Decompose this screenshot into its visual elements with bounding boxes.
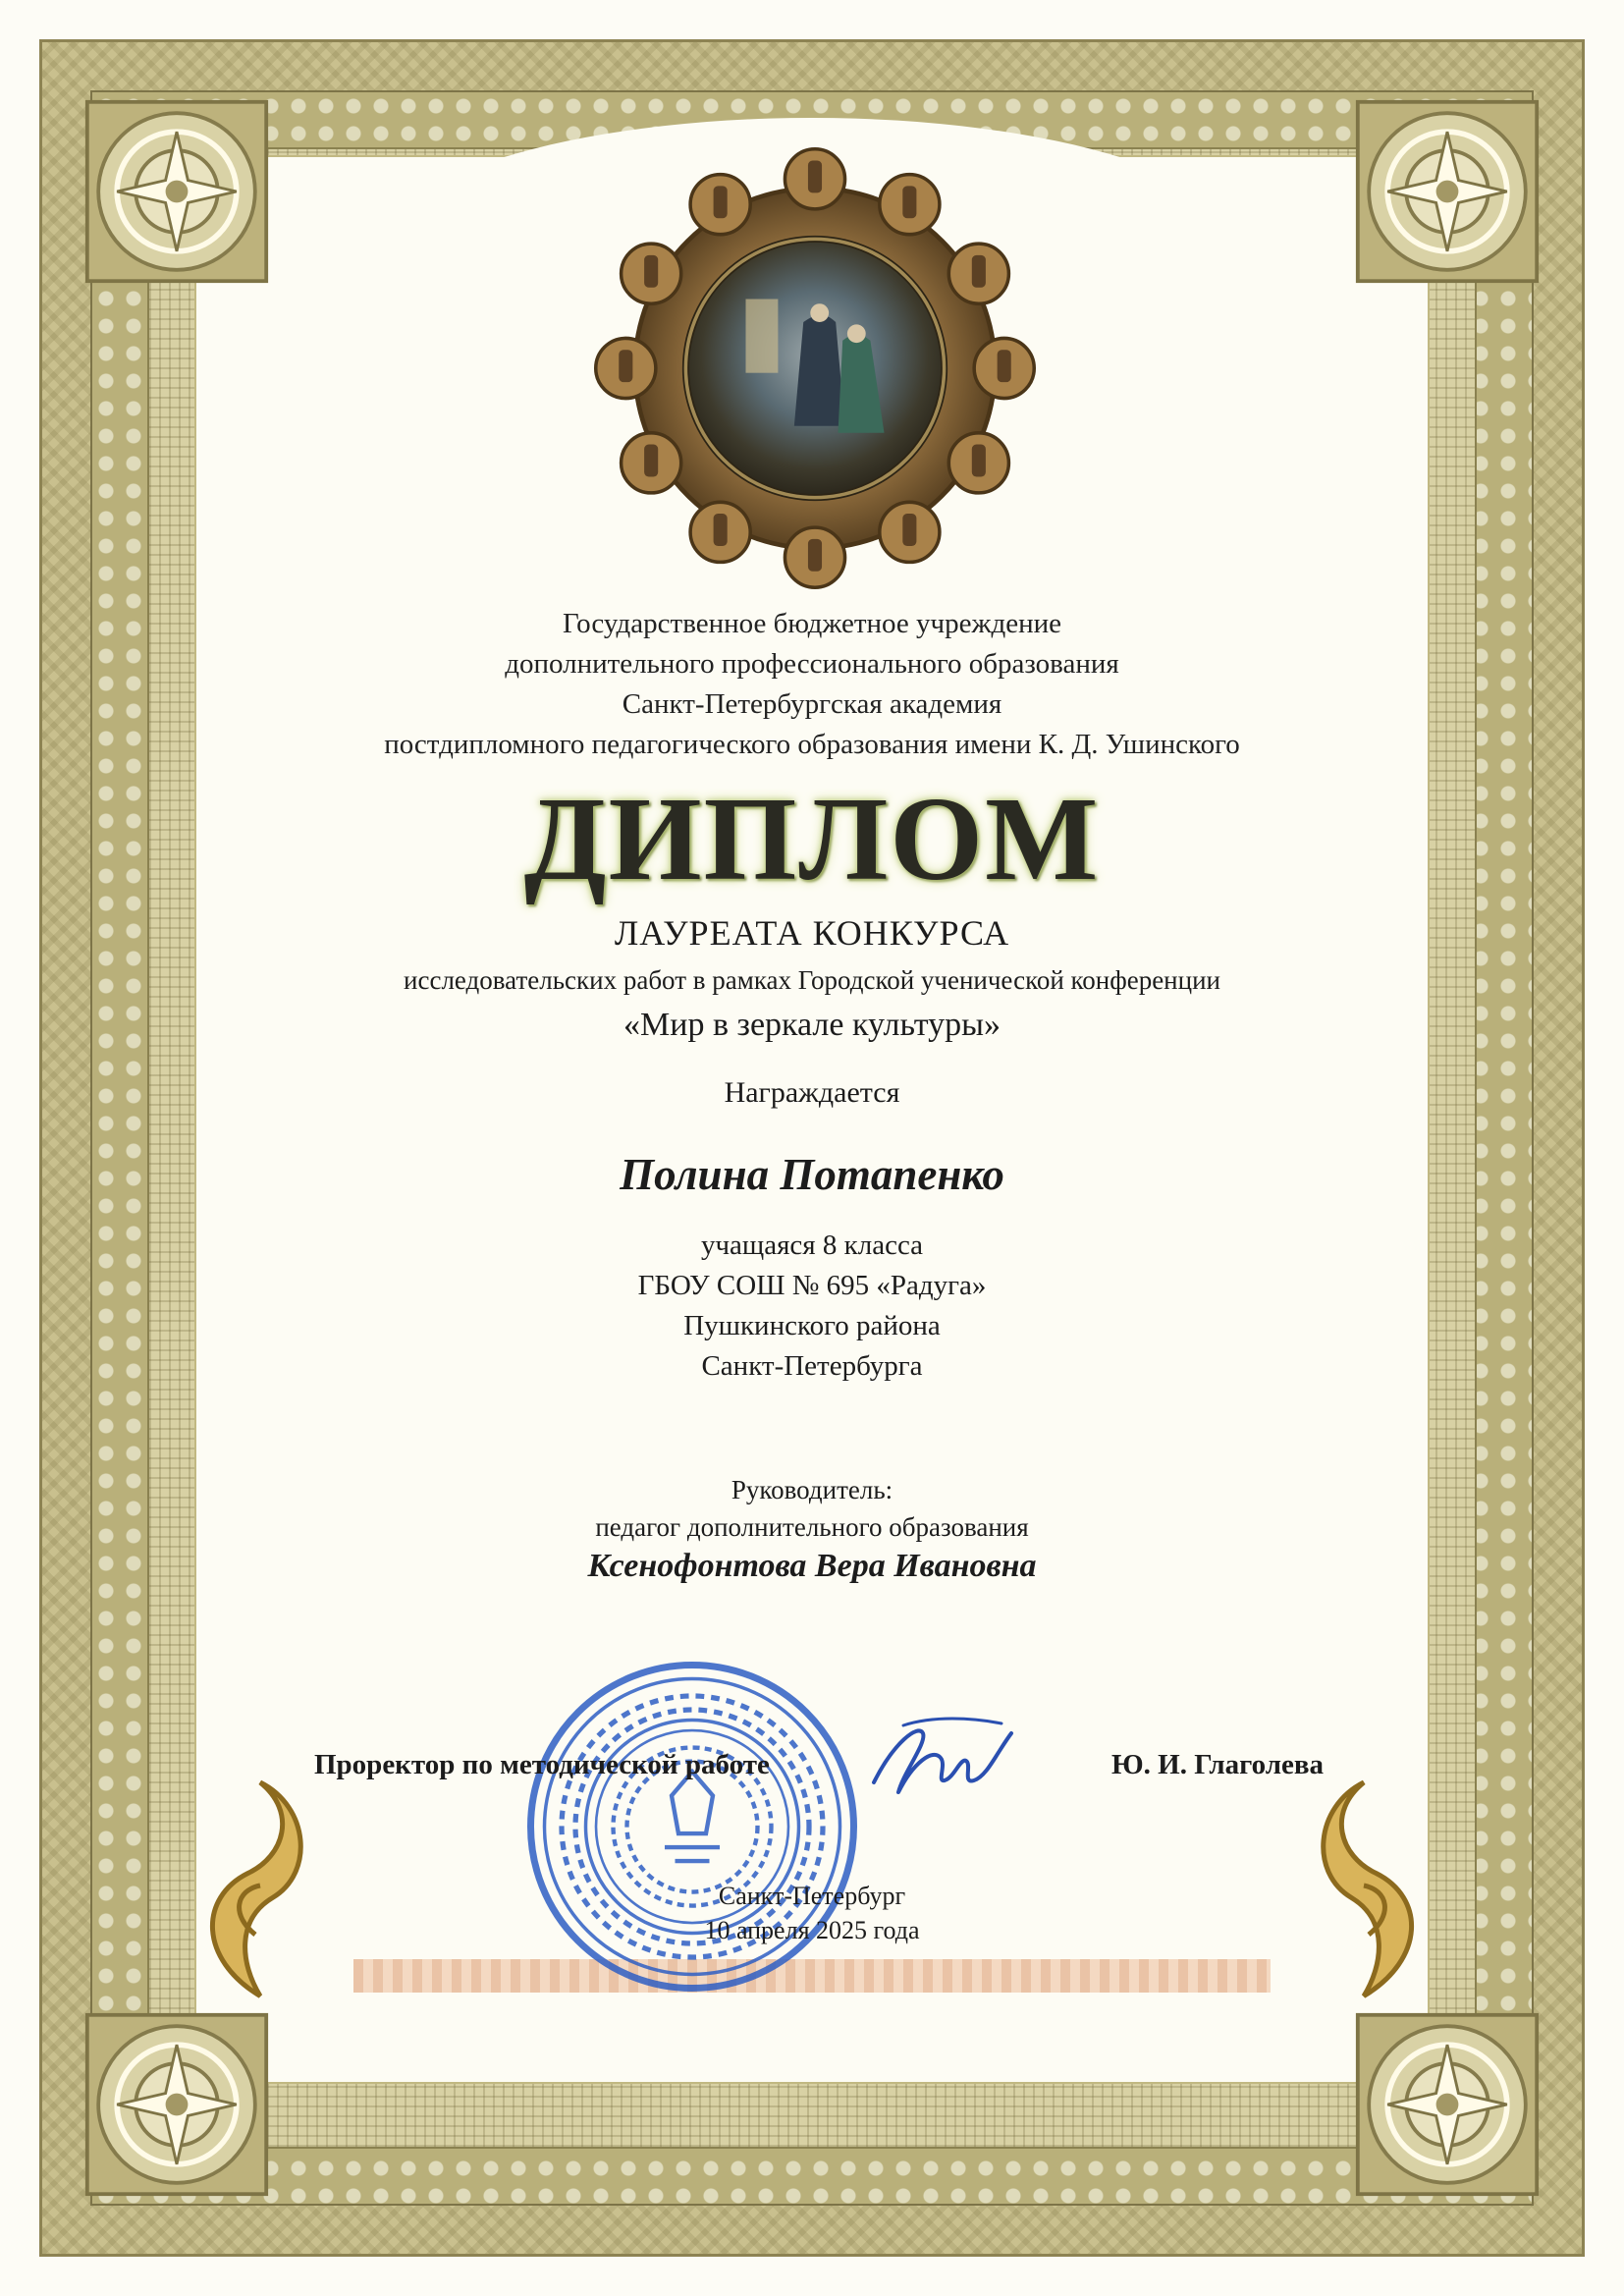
diploma-title: ДИПЛОМ [523,773,1101,905]
contest-context: исследовательских работ в рамках Городской ученической конференции [404,965,1220,995]
signatory-role: Проректор по методической работе [314,1749,770,1780]
student-detail-line: Санкт-Петербурга [701,1350,923,1382]
student-detail-line: учащаяся 8 класса [700,1230,924,1261]
institution-line: постдипломного педагогического образования имени К. Д. Ушинского [384,729,1240,760]
awarded-label: Награждается [724,1076,900,1109]
institution-name [0,604,1624,765]
institution-line: Санкт-Петербургская академия [622,688,1002,720]
supervisor-label: Руководитель: [731,1475,893,1504]
mirror-emblem-icon [584,137,1046,599]
corner-rosette-icon [83,98,270,285]
diploma-subtitle: ЛАУРЕАТА КОНКУРСА [614,913,1010,953]
awardee-name: Полина Потапенко [620,1150,1004,1199]
supervisor-block [0,1471,1624,1546]
institution-line: дополнительного профессионального образования [505,648,1119,680]
signatory-name: Ю. И. Глаголева [1111,1749,1325,1780]
supervisor-name: Ксенофонтова Вера Ивановна [587,1548,1037,1584]
corner-rosette-icon [1354,98,1541,285]
corner-rosette-icon [1354,2011,1541,2198]
issue-city: Санкт-Петербург [718,1882,906,1910]
issue-date: 10 апреля 2025 года [704,1916,920,1944]
handwritten-signature-icon [864,1704,1021,1812]
contest-name: «Мир в зеркале культуры» [623,1007,1001,1043]
student-details [0,1226,1624,1387]
issue-place-date [0,1879,1624,1947]
student-detail-line: Пушкинского района [683,1310,941,1341]
institution-line: Государственное бюджетное учреждение [562,608,1062,639]
supervisor-position: педагог дополнительного образования [595,1512,1029,1542]
student-detail-line: ГБОУ СОШ № 695 «Радуга» [637,1270,987,1301]
corner-rosette-icon [83,2011,270,2198]
